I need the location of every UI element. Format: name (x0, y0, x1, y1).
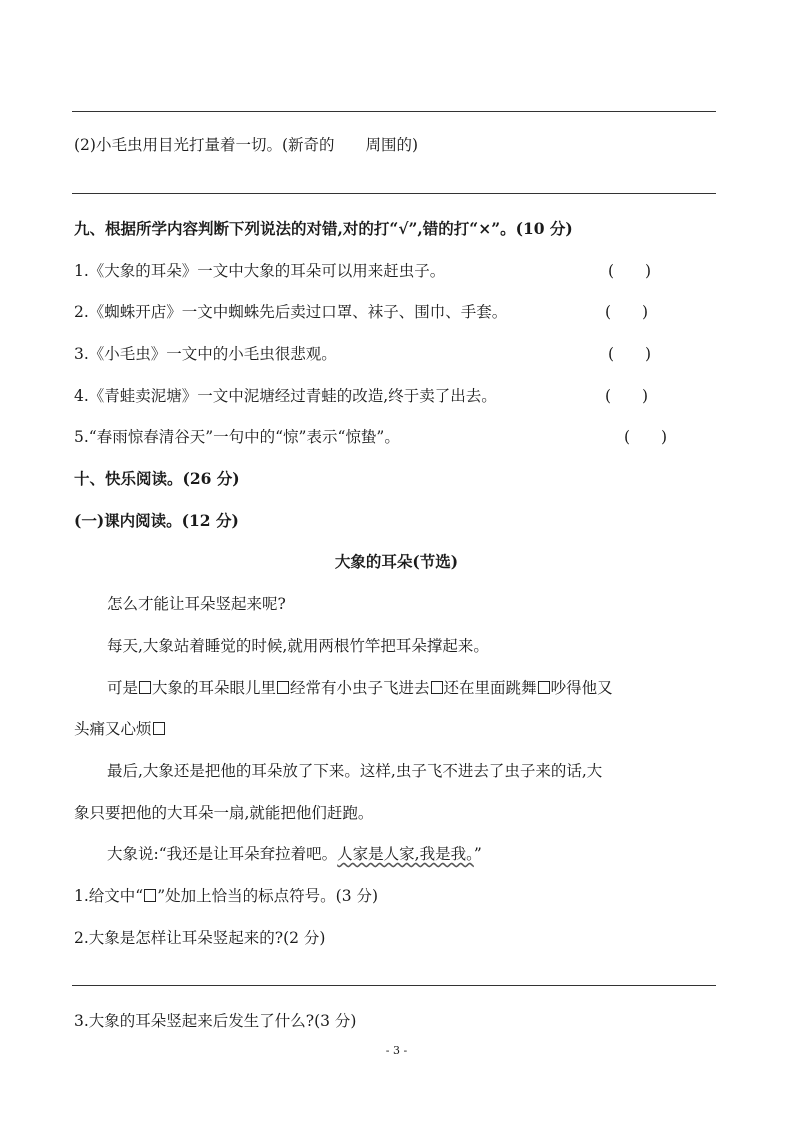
answer-paren-3[interactable]: ( ) (608, 345, 652, 363)
answer-line[interactable] (72, 985, 716, 986)
p3-part-3: 经常有小虫子飞进去 (290, 679, 430, 697)
p5-suffix: ” (473, 845, 482, 863)
passage-paragraph-5 (107, 842, 482, 864)
judge-item-1: 1.《大象的耳朵》一文中大象的耳朵可以用来赶虫子。 (74, 262, 446, 280)
judge-item-2: 2.《蜘蛛开店》一文中蜘蛛先后卖过口罩、袜子、围巾、手套。 (74, 303, 508, 321)
box-symbol-icon (144, 889, 156, 902)
answer-line (72, 111, 716, 112)
judge-item-4: 4.《青蛙卖泥塘》一文中泥塘经过青蛙的改造,终于卖了出去。 (74, 387, 497, 405)
p5-underlined-sentence: 人家是人家,我是我。 (337, 845, 474, 863)
punctuation-blank-box[interactable] (153, 722, 165, 735)
question-1-prefix: 1.给文中“ (74, 887, 144, 905)
p3-part-1: 可是 (107, 679, 139, 697)
answer-paren-5[interactable]: ( ) (624, 428, 668, 446)
punctuation-blank-box[interactable] (139, 681, 151, 694)
question-1-suffix: ”处加上恰当的标点符号。(3 分) (157, 887, 379, 905)
judge-item-5: 5.“春雨惊春清谷天”一句中的“惊”表示“惊蛰”。 (74, 428, 400, 446)
passage-paragraph-3 (107, 676, 613, 698)
passage-paragraph-2: 每天,大象站着睡觉的时候,就用两根竹竿把耳朵撑起来。 (107, 637, 489, 655)
section-9-heading: 九、根据所学内容判断下列说法的对错,对的打“√”,错的打“×”。(10 分) (74, 219, 573, 238)
q8-line-2: (2)小毛虫用目光打量着一切。(新奇的 周围的) (74, 136, 419, 154)
p3-part-5: 吵得他又 (550, 679, 613, 697)
punctuation-blank-box[interactable] (538, 681, 550, 694)
answer-paren-2[interactable]: ( ) (605, 303, 649, 321)
question-1 (74, 884, 378, 906)
p3-part-4: 还在里面跳舞 (443, 679, 537, 697)
passage-paragraph-4-line-2: 象只要把他的大耳朵一扇,就能把他们赶跑。 (74, 804, 374, 822)
punctuation-blank-box[interactable] (431, 681, 443, 694)
judge-item-3: 3.《小毛虫》一文中的小毛虫很悲观。 (74, 345, 337, 363)
passage-paragraph-3-line-2 (74, 717, 166, 739)
p3-line-2-text: 头痛又心烦 (74, 720, 152, 738)
passage-paragraph-4-line-1: 最后,大象还是把他的耳朵放了下来。这样,虫子飞不进去了虫子来的话,大 (107, 762, 603, 780)
answer-paren-1[interactable]: ( ) (608, 262, 652, 280)
page-number: - 3 - (385, 1044, 408, 1057)
p5-prefix: 大象说:“我还是让耳朵耷拉着吧。 (107, 845, 338, 863)
passage-paragraph-1: 怎么才能让耳朵竖起来呢? (107, 595, 286, 613)
section-10-sub-heading: (一)课内阅读。(12 分) (74, 511, 239, 530)
passage-title: 大象的耳朵(节选) (334, 552, 459, 571)
section-10-heading: 十、快乐阅读。(26 分) (74, 469, 240, 488)
answer-paren-4[interactable]: ( ) (605, 387, 649, 405)
question-2: 2.大象是怎样让耳朵竖起来的?(2 分) (74, 929, 326, 947)
answer-line (72, 193, 716, 194)
p3-part-2: 大象的耳朵眼儿里 (152, 679, 277, 697)
question-3: 3.大象的耳朵竖起来后发生了什么?(3 分) (74, 1012, 357, 1030)
punctuation-blank-box[interactable] (277, 681, 289, 694)
